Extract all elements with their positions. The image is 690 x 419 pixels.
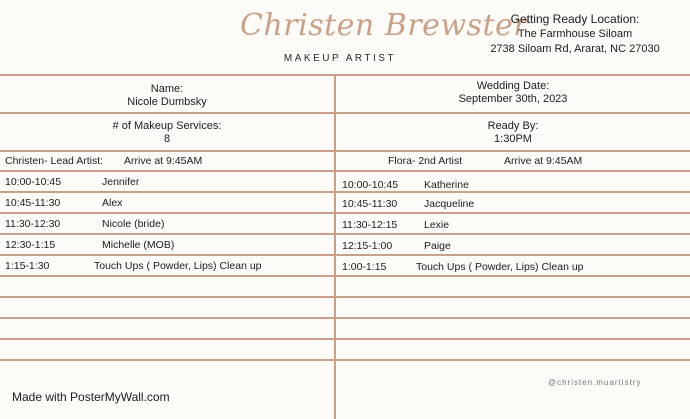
ready-by-label: Ready By: xyxy=(487,120,539,132)
client-name-block xyxy=(0,83,334,109)
location-venue: The Farmhouse Siloam xyxy=(517,28,633,40)
left-row-name: Michelle (MOB) xyxy=(102,239,175,251)
services-label: # of Makeup Services: xyxy=(112,120,222,132)
divider xyxy=(0,275,690,277)
divider xyxy=(0,317,690,319)
wedding-date: September 30th, 2023 xyxy=(458,93,568,105)
divider xyxy=(0,233,690,235)
client-name: Nicole Dumbsky xyxy=(127,96,207,108)
right-row-name: Paige xyxy=(424,240,451,252)
divider xyxy=(0,170,690,172)
left-row-time: 12:30-1:15 xyxy=(5,239,56,251)
right-row-time: 11:30-12:15 xyxy=(342,219,398,231)
divider xyxy=(0,191,690,193)
left-row-time: 10:45-11:30 xyxy=(5,197,61,209)
divider xyxy=(0,338,690,340)
right-row-time: 12:15-1:00 xyxy=(342,240,393,252)
divider xyxy=(0,212,690,214)
left-artist-title: Christen- Lead Artist: xyxy=(5,155,104,167)
right-artist-title: Flora- 2nd Artist xyxy=(388,155,463,167)
right-row-name: Katherine xyxy=(424,179,469,191)
left-row-name: Jennifer xyxy=(102,176,140,188)
ready-by-time: 1:30PM xyxy=(494,133,532,145)
right-row-time: 10:45-11:30 xyxy=(342,198,398,210)
location-title: Getting Ready Location: xyxy=(510,12,640,26)
divider-top xyxy=(0,74,690,76)
divider xyxy=(0,150,690,152)
left-row-time: 1:15-1:30 xyxy=(5,260,50,272)
ready-by-block xyxy=(336,120,690,146)
services-count: 8 xyxy=(163,133,171,145)
brand-subtitle: MAKEUP ARTIST xyxy=(283,53,397,64)
social-handle: @christen.muartistry xyxy=(548,378,642,387)
left-artist-arrive: Arrive at 9:45AM xyxy=(124,155,203,167)
divider xyxy=(0,112,690,114)
left-row-name: Touch Ups ( Powder, Lips) Clean up xyxy=(94,260,262,272)
left-row-time: 10:00-10:45 xyxy=(5,176,62,188)
divider xyxy=(0,254,690,256)
divider xyxy=(0,296,690,298)
left-row-name: Alex xyxy=(102,197,123,209)
wedding-date-label: Wedding Date: xyxy=(476,80,550,92)
brand-logo: Christen Brewster xyxy=(240,8,529,43)
right-row-time: 10:00-10:45 xyxy=(342,179,399,191)
right-row-name: Lexie xyxy=(424,219,450,231)
left-row-time: 11:30-12:30 xyxy=(5,218,61,230)
right-row-time: 1:00-1:15 xyxy=(342,261,387,273)
right-artist-arrive: Arrive at 9:45AM xyxy=(504,155,583,167)
name-label: Name: xyxy=(150,83,184,95)
location-block xyxy=(470,12,680,57)
wedding-date-block xyxy=(336,80,690,106)
right-row-name: Touch Ups ( Powder, Lips) Clean up xyxy=(416,261,584,273)
location-address: 2738 Siloam Rd, Ararat, NC 27030 xyxy=(490,43,660,55)
services-block xyxy=(0,120,334,146)
right-row-name: Jacqueline xyxy=(424,198,475,210)
left-row-name: Nicole (bride) xyxy=(102,218,165,230)
made-with-link[interactable]: Made with PosterMyWall.com xyxy=(12,390,170,404)
divider xyxy=(0,359,690,361)
